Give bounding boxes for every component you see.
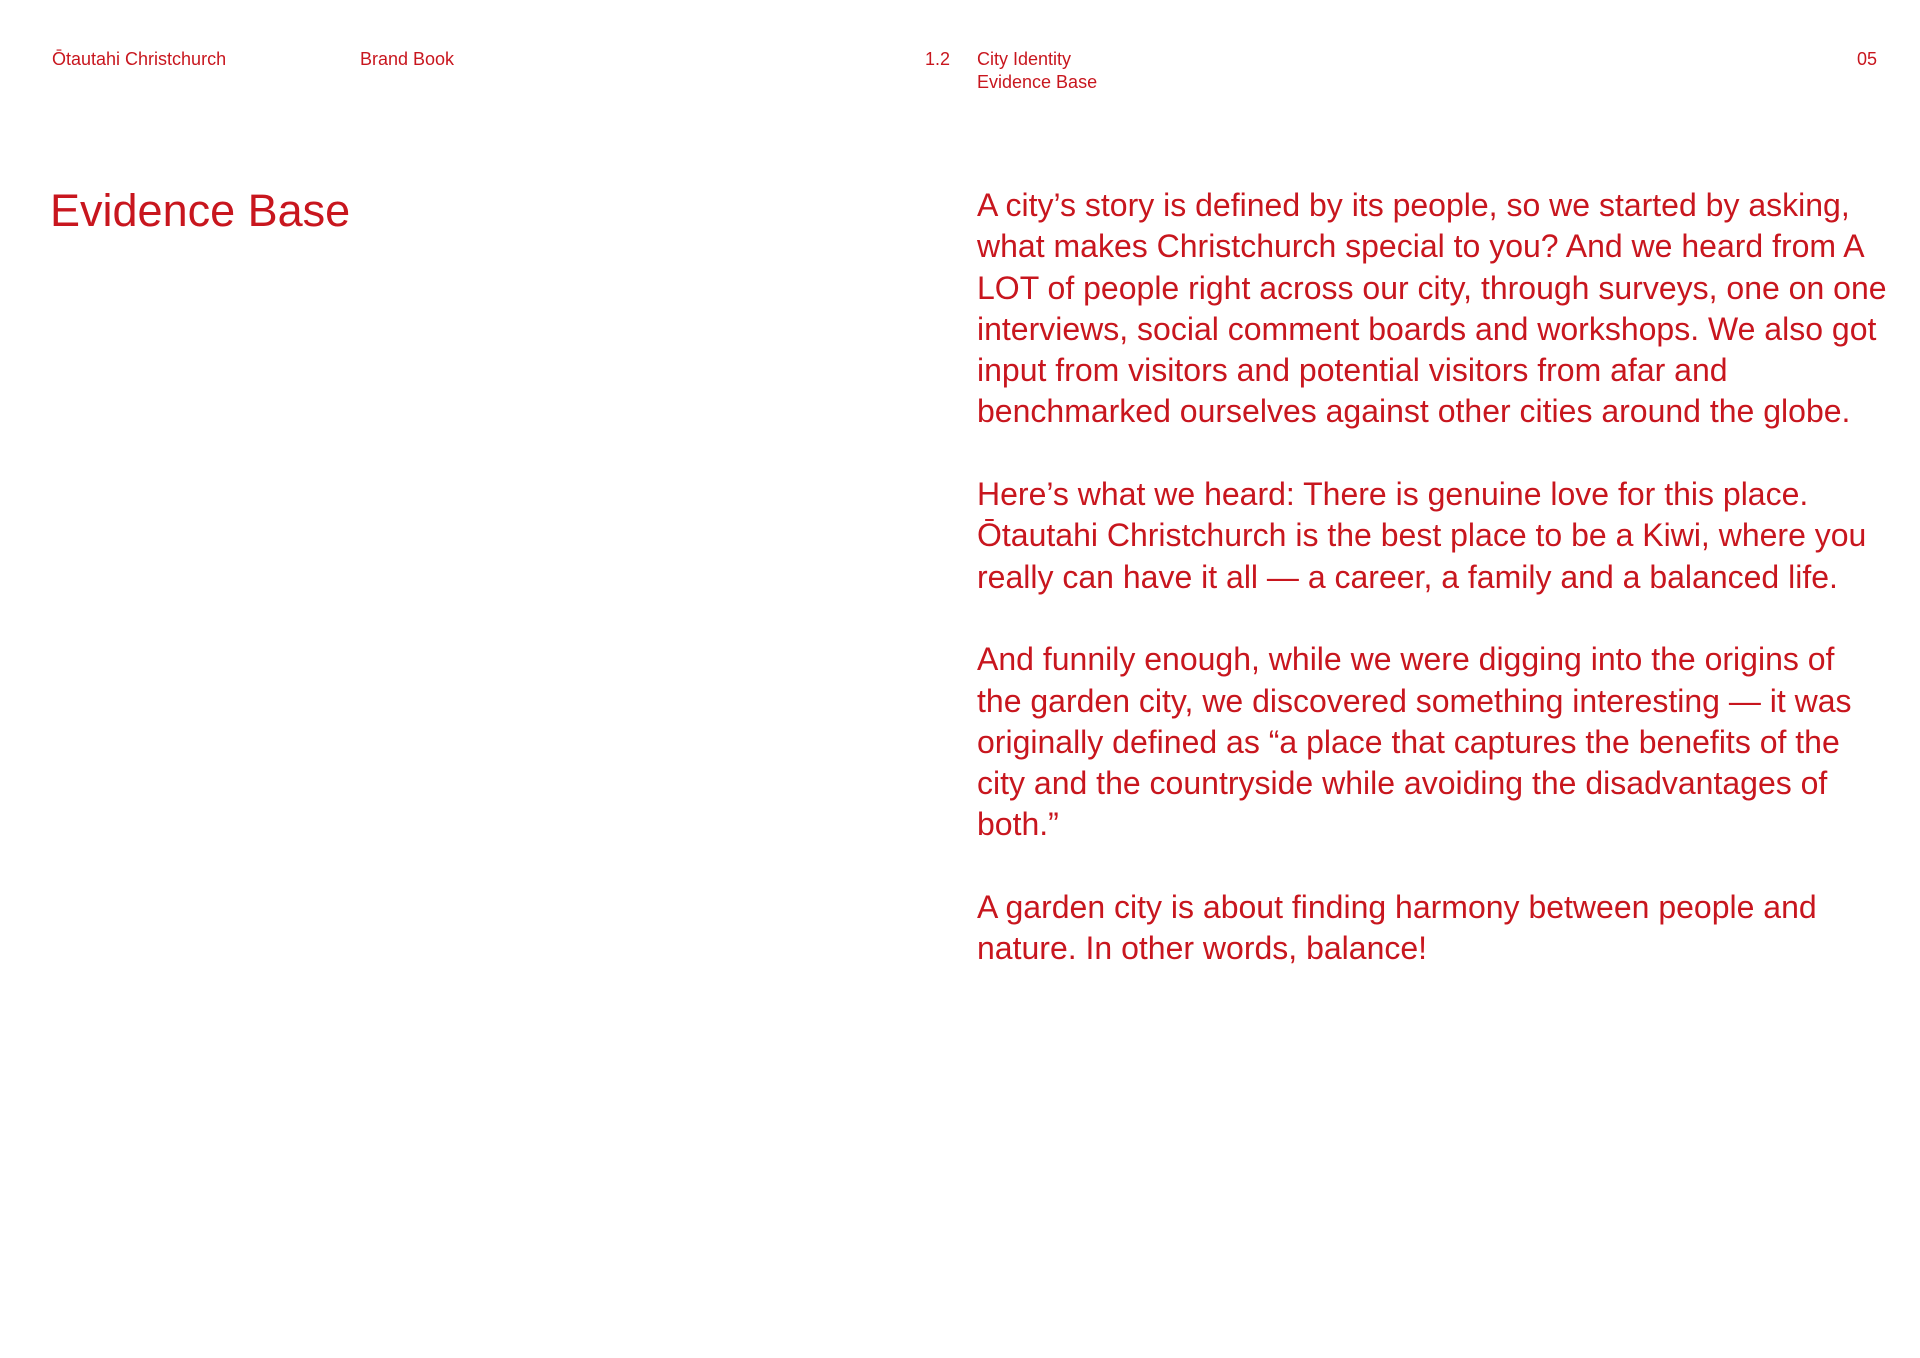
header-section-title: City Identity bbox=[977, 49, 1072, 69]
body-paragraph: Here’s what we heard: There is genuine love for this place. Ōtautahi Christchurch is the best place to be a Kiwi, where you really can have it all — a career, a family and a balanced life. bbox=[977, 476, 1867, 595]
body-paragraph: And funnily enough, while we were digging into the origins of the garden city, we discovered something interesting — it was originally defined as “a place that captures the benefits of the city and the countryside while avoiding the disadvantages of both.” bbox=[977, 641, 1852, 843]
header-section-number: 1.2 bbox=[924, 49, 950, 69]
header-publication-name: Brand Book bbox=[360, 49, 455, 69]
body-paragraph: A city’s story is defined by its people, so we started by asking, what makes Christchurch special to you? And we heard from A LOT of people right across our city, through surveys, one on one interviews, social comment boards and workshops. We also got input from visitors and potential visitors from afar and benchmarked ourselves against other cities around the globe. bbox=[977, 187, 1887, 430]
header-subsection-title: Evidence Base bbox=[977, 72, 1098, 92]
header-section-breadcrumb bbox=[977, 48, 1097, 94]
page-number: 05 bbox=[1856, 49, 1877, 69]
body-paragraph: A garden city is about finding harmony between people and nature. In other words, balance! bbox=[977, 889, 1817, 967]
header-city-name: Ōtautahi Christchurch bbox=[52, 49, 227, 69]
body-text bbox=[977, 185, 1887, 1011]
page-title: Evidence Base bbox=[50, 185, 351, 236]
